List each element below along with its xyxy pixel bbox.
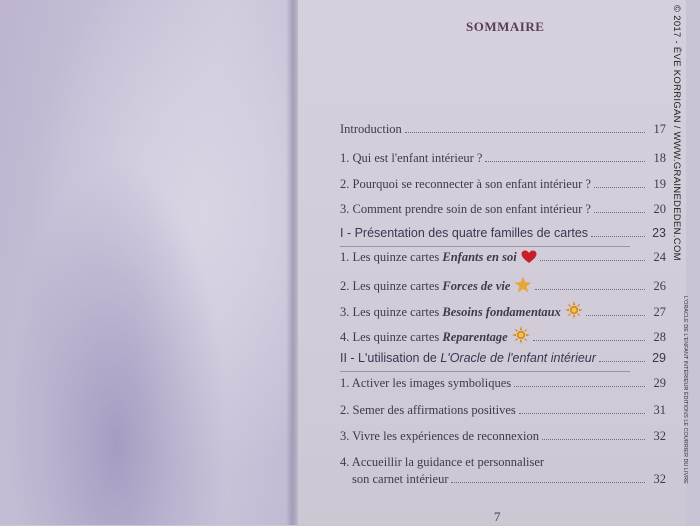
toc-section-heading: I - Présentation des quatre familles de cartes 23: [340, 226, 666, 240]
page-number: 7: [494, 509, 501, 524]
toc-entry: 1. Les quinze cartes Enfants en soi 24: [340, 250, 666, 264]
copyright-watermark: © 2017 - ÈVE KORRIGAN / WWW.GRAINEDEDEN.COM: [671, 5, 682, 261]
publisher-credit: L'ORACLE DE L'ENFANT INTÉRIEUR ÉDITIONS LE COURRIER DU LIVRE: [682, 296, 688, 484]
toc-section-heading: II - L'utilisation de L'Oracle de l'enfant intérieur 29: [340, 351, 666, 365]
toc-entry: 1. Qui est l'enfant intérieur ? 18: [340, 151, 666, 165]
left-page: [0, 0, 292, 525]
star-icon: [514, 276, 532, 293]
sun-icon: [512, 326, 530, 344]
toc-entry: 3. Les quinze cartes Besoins fondamentaux 27: [340, 301, 666, 320]
toc-entry: 3. Comment prendre soin de son enfant intérieur ? 20: [340, 202, 666, 216]
toc-entry: Introduction 17: [340, 122, 666, 136]
section-divider: [340, 246, 630, 247]
toc-entry: 1. Activer les images symboliques 29: [340, 376, 666, 390]
toc-entry: 2. Pourquoi se reconnecter à son enfant intérieur ? 19: [340, 177, 666, 191]
sun-icon: [565, 301, 583, 319]
toc-entry: 2. Les quinze cartes Forces de vie 26: [340, 276, 666, 294]
toc-entry: 3. Vivre les expériences de reconnexion 32: [340, 429, 666, 443]
toc-entry: 2. Semer des affirmations positives 31: [340, 403, 666, 417]
section-divider: [340, 371, 630, 372]
heart-icon: [521, 250, 537, 264]
page-title: SOMMAIRE: [466, 19, 545, 34]
toc-entry: 4. Accueillir la guidance et personnaliser son carnet intérieur 32: [340, 455, 666, 486]
toc-entry: 4. Les quinze cartes Reparentage 28: [340, 326, 666, 345]
